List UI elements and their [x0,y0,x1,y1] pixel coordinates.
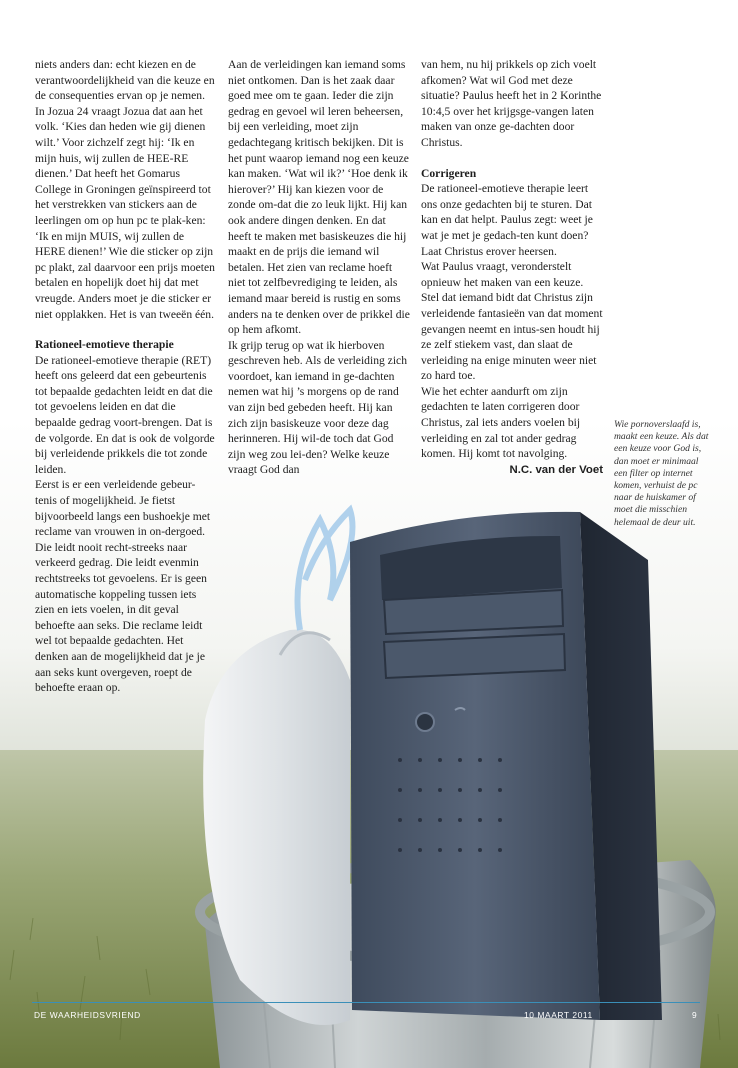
paragraph: van hem, nu hij prikkels op zich voelt afkomen? Wat wil God met deze situatie? Paulus heeft het in 2 Korinthe 10:4,5 over het krijgsge-vangen laten maken van onze ge-dachten door Christus. [421,58,602,149]
author-signature: N.C. van der Voet [509,463,603,476]
paragraph: De rationeel-emotieve therapie leert ons onze gedachten bij te sturen. Dat kan en dat helpt. Paulus zegt: weet je wat je met je gedach-ten kunt doen? Laat Christus erover heersen. [421,182,593,258]
paragraph: Wat Paulus vraagt, veronderstelt opnieuw het maken van een keuze. Stel dat iemand bidt dat Christus zijn verleidende fantasieën van dat moment gevangen neemt en intus-sen houdt hij ze zelf stiekem vast, dan slaat de verleiding na enige minuten weer niet zo hard toe. [421,260,603,383]
photo-caption: Wie pornoverslaafd is, maakt een keuze. Als dat een keuze voor God is, dan moet er minimaal een filter op internet komen, verhuist de pc naar de huiskamer of moet die misschien helemaal de deur uit. [614,419,709,528]
page-number: 9 [692,1010,698,1020]
paragraph: Aan de verleidingen kan iemand soms niet ontkomen. Dan is het zaak daar goed mee om te gaan. Ieder die zijn gedrag en gevoel wil leren beheersen, bij een verleiding, moet zijn gedachtegang kritisch bekijken. Dit is het punt waarop iemand nog een keuze kan maken. ‘Wat wil ik?’ ‘Hoe denk ik hierover?’ Hij kan kiezen voor de zonde om-dat die zo leuk lijkt. Hij kan ook andere dingen denken. En dat heeft te maken met basiskeuzes die hij maakt en de prijs die iemand wil betalen. Het zien van reclame hoeft niet tot zelfbevrediging te leiden, als iemand maar bereid is rustig en soms anders na te denken over de prikkel die op hem afkomt. [228,58,410,337]
footer-rule [32,1002,700,1003]
paragraph: De rationeel-emotieve therapie (RET) heeft ons geleerd dat een gebeurtenis tot bepaalde gedachten leidt en dat die tot gevoelens leiden en dat die bepaalde gedrag voort-brengen. Dat is de volgorde. En dat is ook de volgorde bij verleidende prikkels die tot zonde leiden. [35,353,215,476]
paragraph: niets anders dan: echt kiezen en de verantwoordelijkheid van die keuze en de consequenties ervan op je nemen. In Jozua 24 vraagt Jozua dat aan het volk. ‘Kies dan heden wie gij dienen wilt.’ Voor zichzelf zegt hij: ‘Ik en mijn huis, wij zullen de HEE-RE dienen.’ Dat heeft het Gomarus College in Groningen geïnspireerd tot het verstrekken van stickers aan de leerlingen om op hun pc te plak-ken: ‘Ik en mijn MUIS, wij zullen de HERE dienen!’ Wie die sticker op zijn pc plakt, zal daarvoor een prijs moeten betalen en hopelijk doet hij dat met vreugde. Anders moet je die sticker er niet opplakken. Het is van tweeën één. [35,58,215,321]
footer-date: 10 MAART 2011 [524,1010,593,1020]
article-column-2 [228,57,410,478]
paragraph: Wie het echter aandurft om zijn gedachten te laten corrigeren door Christus, zal iets anders voelen bij verleiding en zal tot ander gedrag komen. Hij komt tot navolging. [421,384,581,461]
article-column-1 [35,57,217,696]
paragraph: Eerst is er een verleidende gebeur-tenis of mogelijkheid. Je fietst bijvoorbeeld langs een bushoekje met reclame van vrouwen in on-dergoed. Die leidt nooit recht-streeks naar verkeerd gedrag. Die leidt evenmin rechtstreeks tot gevoelens. Er is geen automatische koppeling tussen iets zien en iets voelen, in dit geval behoefte aan seks. Die reclame leidt wel tot bepaalde gedachten. Het denken aan de mogelijkheid dat je je aan seks kunt overgeven, roept de behoefte eraan op. [35,478,211,695]
paragraph: Ik grijp terug op wat ik hierboven geschreven heb. Als de verleiding zich voordoet, kan iemand in ge-dachten nemen wat hij ’s morgens op de rand van zijn bed gebeden heeft. Hij kan zich zijn basiskeuze voor deze dag herinneren. Hij wil-de toch dat God zijn weg zou lei-den? Welke keuze vraagt God dan [228,338,407,477]
section-heading: Rationeel-emotieve therapie [35,338,174,352]
section-heading: Corrigeren [421,166,477,180]
article-column-3 [421,57,603,478]
footer-publication: DE WAARHEIDSVRIEND [34,1010,141,1020]
